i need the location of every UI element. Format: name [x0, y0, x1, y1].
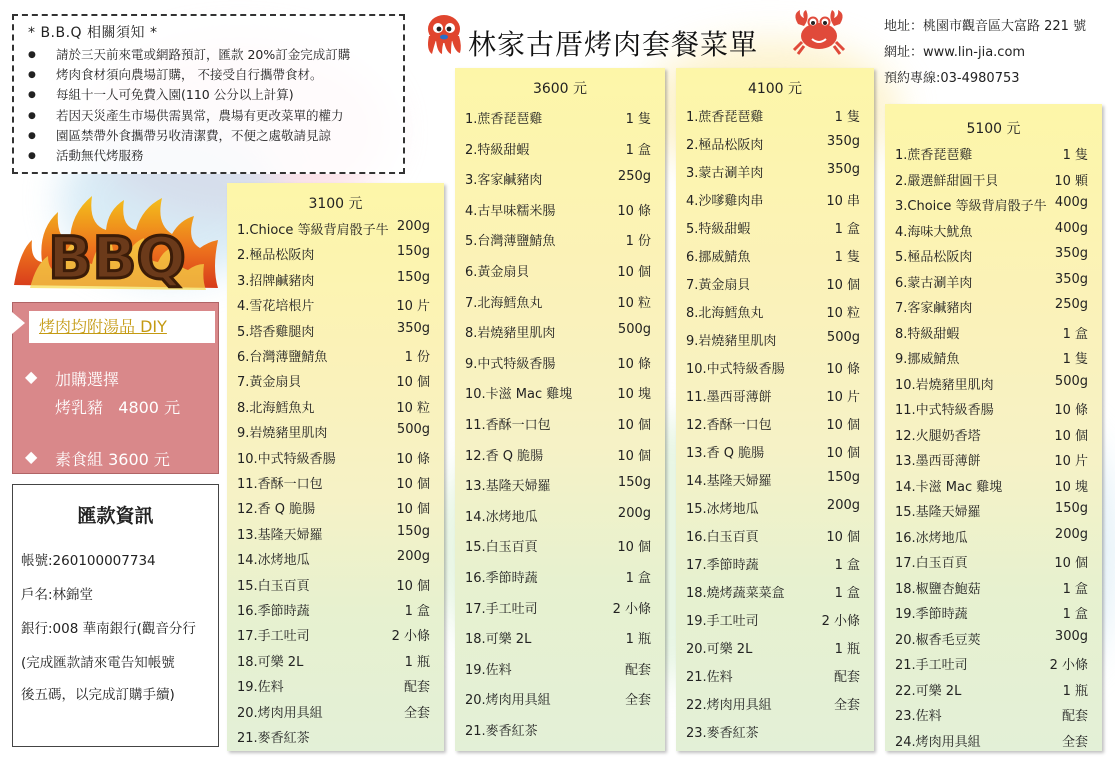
menu-item-quantity: 10 個 — [617, 540, 651, 556]
menu-item-quantity: 250g — [617, 169, 651, 185]
menu-item-name: 8.北海鱈魚丸 — [686, 306, 764, 321]
menu-item-quantity: 配套 — [624, 662, 651, 678]
menu-item-quantity: 1 瓶 — [625, 632, 651, 648]
menu-item-quantity: 1 瓶 — [1062, 683, 1088, 699]
account-name: 戶名:林錦堂 — [21, 587, 94, 603]
menu-item-name: 14.冰烤地瓜 — [465, 509, 538, 525]
menu-item-name: 16.季節時蔬 — [237, 604, 310, 619]
menu-item-name: 12.香酥一口包 — [686, 418, 772, 433]
menu-item-name: 11.墨西哥薄餅 — [686, 390, 772, 405]
menu-item-quantity: 10 串 — [826, 194, 860, 209]
menu-item-quantity: 10 粒 — [617, 295, 651, 311]
menu-item-name: 6.蒙古涮羊肉 — [895, 275, 973, 291]
menu-item-quantity: 1 份 — [404, 350, 430, 365]
menu-item-quantity: 500g — [617, 322, 651, 338]
vegetarian-set: 素食組 3600 元 — [55, 450, 170, 469]
menu-item-quantity: 1 盒 — [834, 586, 860, 601]
menu-item-quantity: 350g — [826, 162, 860, 177]
menu-item-quantity: 500g — [396, 422, 430, 438]
menu-item-name: 13.墨西哥薄餅 — [895, 454, 981, 469]
menu-item-quantity: 10 個 — [396, 578, 430, 594]
menu-item-name: 14.冰烤地瓜 — [237, 553, 310, 569]
menu-item-quantity: 全套 — [624, 693, 651, 709]
diamond-icon: ◆ — [25, 367, 38, 386]
menu-item-name: 16.白玉百頁 — [686, 530, 759, 545]
menu-item-name: 3.Choice 等級背肩骰子牛 — [895, 199, 1047, 214]
menu-item-quantity: 250g — [1054, 297, 1088, 312]
menu-item-quantity: 500g — [826, 330, 860, 345]
menu-item-name: 20.可樂 2L — [686, 642, 753, 657]
menu-item-quantity: 150g — [396, 244, 430, 260]
menu-item-name: 8.岩燒豬里肌肉 — [465, 326, 556, 342]
menu-item-quantity: 200g — [396, 549, 430, 565]
menu-item-name: 1.蔗香琵琶雞 — [895, 148, 973, 163]
menu-item-name: 7.客家鹹豬肉 — [895, 301, 973, 316]
menu-item-name: 10.卡滋 Mac 雞塊 — [465, 387, 573, 403]
menu-item-name: 22.可樂 2L — [895, 683, 962, 699]
menu-item-quantity: 2 小條 — [821, 614, 860, 629]
menu-item-quantity: 200g — [1054, 526, 1088, 542]
menu-item-quantity: 10 條 — [617, 203, 651, 219]
menu-item-name: 16.季節時蔬 — [465, 571, 538, 586]
menu-item-quantity: 350g — [1054, 246, 1088, 261]
menu-item-quantity: 10 個 — [617, 448, 651, 464]
phone: 預約專線:03-4980753 — [884, 71, 1020, 86]
menu-item-quantity: 1 盒 — [625, 571, 651, 586]
menu-item-name: 11.香酥一口包 — [465, 418, 551, 433]
notice-item: ● 請於三天前來電或網路預訂，匯款 20%訂金完成訂購 — [28, 45, 393, 65]
menu-column — [455, 68, 665, 751]
menu-item-name: 12.香 Q 脆腸 — [465, 448, 544, 464]
menu-item-quantity: 1 盒 — [1062, 326, 1088, 342]
notice-item: ● 活動無代烤服務 — [28, 146, 393, 166]
menu-column — [676, 68, 874, 751]
menu-item-quantity: 300g — [1054, 628, 1088, 644]
menu-item-name: 19.手工吐司 — [686, 614, 759, 629]
menu-item-name: 6.黃金扇貝 — [465, 265, 530, 280]
menu-item-quantity: 1 盒 — [404, 604, 430, 619]
menu-item-name: 2.嚴選鮮甜圓干貝 — [895, 173, 999, 189]
menu-item-name: 1.Chioce 等級背肩骰子牛 — [237, 223, 389, 238]
menu-item-name: 24.烤肉用具組 — [895, 734, 981, 750]
menu-item-name: 20.椒香毛豆莢 — [895, 632, 981, 648]
menu-item-name: 9.岩燒豬里肌肉 — [686, 334, 777, 349]
menu-item-quantity: 2 小條 — [612, 601, 651, 617]
menu-item-quantity: 10 條 — [617, 356, 651, 372]
notice-item: ● 每組十一人可免費入園(110 公分以上計算) — [28, 85, 393, 105]
menu-item-name: 17.手工吐司 — [465, 601, 538, 617]
menu-item-name: 5.塔香雞腿肉 — [237, 324, 315, 340]
menu-item-quantity: 200g — [826, 498, 860, 513]
menu-item-name: 14.基隆天婦羅 — [686, 474, 772, 489]
menu-item-name: 6.台灣薄鹽鯖魚 — [237, 350, 328, 365]
menu-item-quantity: 10 個 — [396, 477, 430, 492]
menu-item-quantity: 1 隻 — [1062, 352, 1088, 367]
menu-item-quantity: 2 小條 — [391, 629, 430, 645]
menu-item-name: 13.基隆天婦羅 — [237, 527, 323, 543]
menu-item-quantity: 10 個 — [826, 418, 860, 433]
bbq-logo-text: BBQ — [48, 224, 186, 292]
menu-item-quantity: 350g — [1054, 271, 1088, 287]
menu-item-name: 21.麥香紅茶 — [237, 731, 310, 746]
menu-item-name: 4.古早味糯米腸 — [465, 203, 556, 219]
menu-item-quantity: 配套 — [833, 670, 860, 685]
menu-item-quantity: 全套 — [833, 698, 860, 713]
menu-item-name: 12.火腿奶香塔 — [895, 428, 981, 444]
soup-addon-box — [12, 302, 219, 474]
menu-item-name: 18.可樂 2L — [465, 632, 532, 648]
menu-item-quantity: 10 個 — [617, 265, 651, 280]
menu-item-name: 1.蔗香琵琶雞 — [686, 110, 764, 125]
menu-item-name: 11.中式特級香腸 — [895, 403, 994, 418]
menu-item-name: 2.特級甜蝦 — [465, 142, 530, 158]
menu-item-name: 19.佐料 — [465, 662, 512, 678]
menu-item-quantity: 全套 — [403, 705, 430, 721]
menu-item-name: 5.特級甜蝦 — [686, 222, 751, 237]
menu-price: 3600 元 — [532, 81, 588, 97]
menu-item-name: 9.挪威鯖魚 — [895, 352, 960, 367]
menu-item-quantity: 400g — [1054, 195, 1088, 210]
menu-item-name: 20.烤肉用具組 — [465, 693, 551, 709]
menu-item-quantity: 1 盒 — [834, 222, 860, 237]
menu-item-name: 4.海味大魷魚 — [895, 224, 973, 240]
menu-item-name: 3.蒙古涮羊肉 — [686, 166, 764, 181]
menu-item-name: 9.中式特級香腸 — [465, 356, 556, 372]
menu-item-quantity: 400g — [1054, 220, 1088, 236]
menu-item-quantity: 10 個 — [1054, 556, 1088, 571]
payment-info-box — [12, 484, 219, 747]
menu-item-name: 21.手工吐司 — [895, 658, 968, 673]
payment-heading: 匯款資訊 — [77, 505, 154, 527]
menu-item-quantity: 1 瓶 — [404, 654, 430, 670]
menu-item-name: 10.中式特級香腸 — [686, 362, 785, 377]
menu-price: 4100 元 — [747, 81, 803, 97]
menu-item-quantity: 10 顆 — [1054, 173, 1088, 189]
menu-item-name: 1.蔗香琵琶雞 — [465, 112, 543, 127]
bbq-logo — [12, 190, 222, 295]
menu-item-quantity: 10 條 — [396, 451, 430, 467]
payment-note: 後五碼，以完成訂購手續) — [21, 687, 175, 703]
menu-item-quantity: 10 片 — [396, 299, 430, 315]
menu-item-quantity: 150g — [826, 470, 860, 485]
menu-item-name: 15.白玉百頁 — [465, 540, 538, 556]
menu-item-quantity: 150g — [396, 269, 430, 285]
menu-item-name: 21.麥香紅茶 — [465, 724, 538, 739]
menu-item-name: 19.佐料 — [237, 680, 284, 696]
menu-item-name: 3.招牌鹹豬肉 — [237, 273, 315, 289]
menu-item-name: 7.黃金扇貝 — [686, 278, 751, 293]
menu-item-quantity: 10 粒 — [826, 306, 860, 321]
menu-item-quantity: 1 盒 — [625, 142, 651, 158]
octopus-icon — [420, 10, 468, 58]
menu-item-name: 21.佐料 — [686, 670, 733, 685]
menu-item-quantity: 10 條 — [826, 362, 860, 377]
addon-label: 加購選擇 — [55, 370, 120, 389]
menu-item-quantity: 1 盒 — [1062, 581, 1088, 597]
menu-item-quantity: 1 瓶 — [834, 642, 860, 657]
menu-item-name: 15.基隆天婦羅 — [895, 505, 981, 520]
menu-item-name: 15.白玉百頁 — [237, 578, 310, 594]
menu-column — [885, 104, 1102, 751]
menu-item-name: 10.岩燒豬里肌肉 — [895, 377, 994, 393]
menu-item-name: 14.卡滋 Mac 雞塊 — [895, 479, 1003, 495]
menu-item-name: 5.台灣薄鹽鯖魚 — [465, 234, 556, 250]
menu-item-quantity: 1 隻 — [625, 112, 651, 127]
menu-item-quantity: 1 隻 — [834, 110, 860, 125]
menu-item-quantity: 1 盒 — [834, 558, 860, 573]
menu-item-quantity: 10 個 — [826, 530, 860, 545]
menu-column — [227, 183, 444, 751]
bank-name: 銀行:008 華南銀行(觀音分行 — [21, 621, 196, 637]
crab-icon — [790, 6, 848, 58]
menu-item-quantity: 350g — [396, 320, 430, 336]
menu-item-name: 17.手工吐司 — [237, 629, 310, 645]
notice-list — [28, 45, 393, 166]
menu-item-name: 8.北海鱈魚丸 — [237, 400, 315, 416]
menu-item-quantity: 200g — [396, 219, 430, 234]
menu-item-name: 20.烤肉用具組 — [237, 705, 323, 721]
menu-item-name: 4.沙嗲雞肉串 — [686, 194, 764, 209]
menu-item-quantity: 1 盒 — [1062, 607, 1088, 622]
roast-pig-addon: 烤乳豬 4800 元 — [55, 398, 181, 417]
menu-item-name: 5.極品松阪肉 — [895, 250, 973, 265]
menu-item-name: 3.客家鹹豬肉 — [465, 173, 543, 189]
menu-item-quantity: 150g — [1054, 501, 1088, 516]
menu-item-quantity: 10 個 — [396, 502, 430, 518]
menu-price: 5100 元 — [966, 121, 1021, 137]
menu-item-quantity: 350g — [826, 134, 860, 149]
menu-item-name: 22.烤肉用具組 — [686, 698, 772, 713]
menu-item-quantity: 200g — [617, 505, 651, 521]
menu-item-name: 18.燒烤蔬菜菜盒 — [686, 586, 785, 601]
menu-item-name: 17.季節時蔬 — [686, 558, 759, 573]
diamond-icon: ◆ — [25, 447, 38, 466]
account-number: 帳號:260100007734 — [21, 553, 156, 569]
menu-item-quantity: 10 個 — [617, 418, 651, 433]
menu-price: 3100 元 — [308, 196, 363, 212]
website-link[interactable]: 網址：www.lin-jia.com — [884, 45, 1026, 60]
payment-note: (完成匯款請來電告知帳號 — [21, 655, 175, 671]
menu-item-quantity: 10 個 — [1054, 428, 1088, 444]
menu-item-name: 7.黃金扇貝 — [237, 375, 302, 391]
menu-item-name: 18.可樂 2L — [237, 654, 304, 670]
menu-item-quantity: 10 個 — [826, 278, 860, 293]
arrow-icon — [12, 312, 25, 334]
menu-item-quantity: 2 小條 — [1049, 658, 1088, 673]
menu-item-name: 2.極品松阪肉 — [686, 138, 764, 153]
menu-item-quantity: 10 個 — [396, 375, 430, 391]
menu-item-quantity: 150g — [396, 523, 430, 539]
menu-item-name: 10.中式特級香腸 — [237, 451, 336, 467]
menu-item-name: 19.季節時蔬 — [895, 607, 968, 622]
notice-title: * B.B.Q 相關須知 * — [28, 25, 158, 41]
menu-item-quantity: 配套 — [1061, 709, 1088, 724]
menu-item-name: 4.雪花培根片 — [237, 299, 315, 315]
menu-item-quantity: 10 粒 — [396, 400, 430, 416]
notice-item: ● 若因天災產生市場供需異常，農場有更改菜單的權力 — [28, 106, 393, 126]
address: 地址：桃園市觀音區大富路 221 號 — [884, 19, 1087, 34]
menu-item-name: 16.冰烤地瓜 — [895, 530, 968, 546]
menu-item-name: 6.挪威鯖魚 — [686, 250, 751, 265]
menu-item-name: 7.北海鱈魚丸 — [465, 295, 543, 311]
menu-item-quantity: 1 隻 — [1062, 148, 1088, 163]
contact-info — [884, 14, 1086, 92]
menu-item-name: 13.基隆天婦羅 — [465, 479, 551, 495]
menu-item-quantity: 10 塊 — [617, 387, 651, 403]
menu-item-quantity: 500g — [1054, 373, 1088, 389]
menu-item-quantity: 10 片 — [826, 390, 860, 405]
menu-item-quantity: 10 個 — [826, 446, 860, 461]
notice-item: ● 烤肉食材須向農場訂購， 不接受自行攜帶食材。 — [28, 65, 393, 85]
menu-item-name: 17.白玉百頁 — [895, 556, 968, 571]
menu-item-quantity: 150g — [617, 475, 651, 491]
menu-item-quantity: 10 塊 — [1054, 479, 1088, 495]
menu-item-quantity: 10 條 — [1054, 403, 1088, 418]
menu-item-name: 13.香 Q 脆腸 — [686, 446, 765, 461]
menu-item-name: 9.岩燒豬里肌肉 — [237, 426, 328, 442]
menu-item-name: 11.香酥一口包 — [237, 477, 323, 492]
bbq-notice-box — [12, 14, 405, 174]
menu-item-name: 12.香 Q 脆腸 — [237, 502, 316, 518]
menu-item-quantity: 1 隻 — [834, 250, 860, 265]
menu-item-name: 15.冰烤地瓜 — [686, 502, 759, 517]
menu-item-name: 23.麥香紅茶 — [686, 726, 759, 741]
notice-item: ● 園區禁帶外食攜帶另收清潔費，不便之處敬請見諒 — [28, 126, 393, 146]
menu-item-name: 18.椒鹽杏鮑菇 — [895, 581, 981, 597]
menu-item-quantity: 全套 — [1061, 734, 1088, 750]
menu-item-name: 8.特級甜蝦 — [895, 326, 960, 342]
menu-item-quantity: 1 份 — [625, 234, 651, 250]
menu-item-quantity: 10 片 — [1054, 454, 1088, 469]
page-title: 林家古厝烤肉套餐菜單 — [468, 28, 759, 61]
menu-item-quantity: 配套 — [403, 680, 430, 696]
soup-heading: 烤肉均附湯品 DIY — [29, 311, 215, 343]
menu-item-name: 2.極品松阪肉 — [237, 248, 315, 264]
menu-item-name: 23.佐料 — [895, 709, 942, 724]
